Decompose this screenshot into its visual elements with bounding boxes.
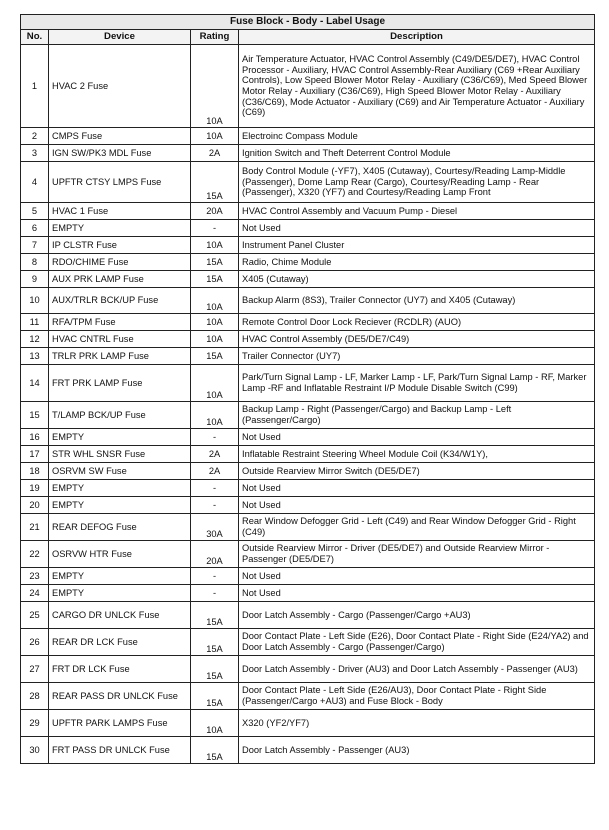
fuse-device-cell: EMPTY — [49, 480, 191, 497]
table-row — [21, 629, 595, 656]
fuse-device-cell: STR WHL SNSR Fuse — [49, 446, 191, 463]
fuse-description-cell: Not Used — [239, 568, 595, 585]
fuse-device-cell: FRT DR LCK Fuse — [49, 656, 191, 683]
fuse-number-cell: 23 — [21, 568, 49, 585]
header-rating: Rating — [191, 30, 239, 45]
fuse-device-cell: IGN SW/PK3 MDL Fuse — [49, 145, 191, 162]
fuse-number-cell: 6 — [21, 220, 49, 237]
fuse-number-cell: 28 — [21, 683, 49, 710]
table-row — [21, 480, 595, 497]
fuse-description-cell: Radio, Chime Module — [239, 254, 595, 271]
fuse-description-cell: Door Contact Plate - Left Side (E26/AU3), Door Contact Plate - Right Side (Passenger/Cargo +AU3) and Fuse Block - Body — [239, 683, 595, 710]
table-row — [21, 145, 595, 162]
table-row — [21, 541, 595, 568]
fuse-description-cell: Outside Rearview Mirror Switch (DE5/DE7) — [239, 463, 595, 480]
table-row — [21, 656, 595, 683]
fuse-device-cell: CARGO DR UNLCK Fuse — [49, 602, 191, 629]
fuse-device-cell: T/LAMP BCK/UP Fuse — [49, 402, 191, 429]
fuse-description-cell: Door Latch Assembly - Driver (AU3) and Door Latch Assembly - Passenger (AU3) — [239, 656, 595, 683]
fuse-number-cell: 16 — [21, 429, 49, 446]
table-row — [21, 365, 595, 402]
table-row — [21, 271, 595, 288]
fuse-description-cell: Body Control Module (-YF7), X405 (Cutaway), Courtesy/Reading Lamp-Middle (Passenger), Dome Lamp Rear (Cargo), Courtesy/Reading Lamp - Rear (Passenger), X320 (YF7) and Courtesy/Reading Lamp Front — [239, 162, 595, 203]
fuse-rating-cell: - — [191, 429, 239, 446]
fuse-number-cell: 13 — [21, 348, 49, 365]
fuse-number-cell: 10 — [21, 288, 49, 314]
fuse-rating-cell: 10A — [191, 288, 239, 314]
table-row — [21, 128, 595, 145]
fuse-number-cell: 2 — [21, 128, 49, 145]
fuse-rating-cell: 15A — [191, 629, 239, 656]
table-row — [21, 254, 595, 271]
table-row — [21, 331, 595, 348]
fuse-description-cell: Remote Control Door Lock Reciever (RCDLR) (AUO) — [239, 314, 595, 331]
fuse-rating-cell: 15A — [191, 602, 239, 629]
header-description: Description — [239, 30, 595, 45]
table-row — [21, 497, 595, 514]
fuse-description-cell: Door Latch Assembly - Cargo (Passenger/Cargo +AU3) — [239, 602, 595, 629]
fuse-description-cell: Rear Window Defogger Grid - Left (C49) and Rear Window Defogger Grid - Right (C49) — [239, 514, 595, 541]
fuse-usage-table — [20, 14, 595, 764]
fuse-number-cell: 22 — [21, 541, 49, 568]
fuse-device-cell: FRT PASS DR UNLCK Fuse — [49, 737, 191, 764]
fuse-description-cell: Not Used — [239, 497, 595, 514]
fuse-rating-cell: - — [191, 585, 239, 602]
fuse-description-cell: X320 (YF2/YF7) — [239, 710, 595, 737]
fuse-device-cell: REAR DEFOG Fuse — [49, 514, 191, 541]
table-row — [21, 402, 595, 429]
fuse-rating-cell: 10A — [191, 365, 239, 402]
fuse-rating-cell: 15A — [191, 656, 239, 683]
fuse-rating-cell: - — [191, 480, 239, 497]
fuse-description-cell: Ignition Switch and Theft Deterrent Control Module — [239, 145, 595, 162]
fuse-rating-cell: 10A — [191, 402, 239, 429]
fuse-device-cell: EMPTY — [49, 429, 191, 446]
fuse-device-cell: FRT PRK LAMP Fuse — [49, 365, 191, 402]
table-row — [21, 162, 595, 203]
fuse-device-cell: EMPTY — [49, 220, 191, 237]
fuse-device-cell: HVAC CNTRL Fuse — [49, 331, 191, 348]
table-row — [21, 314, 595, 331]
fuse-description-cell: Door Contact Plate - Left Side (E26), Door Contact Plate - Right Side (E24/YA2) and Door Latch Assembly - Cargo (Passenger/Cargo) — [239, 629, 595, 656]
fuse-rating-cell: 10A — [191, 331, 239, 348]
table-row — [21, 737, 595, 764]
fuse-rating-cell: 2A — [191, 463, 239, 480]
fuse-rating-cell: 20A — [191, 541, 239, 568]
table-row — [21, 710, 595, 737]
fuse-rating-cell: 15A — [191, 162, 239, 203]
fuse-device-cell: UPFTR PARK LAMPS Fuse — [49, 710, 191, 737]
table-row — [21, 602, 595, 629]
fuse-number-cell: 17 — [21, 446, 49, 463]
fuse-number-cell: 4 — [21, 162, 49, 203]
fuse-rating-cell: 10A — [191, 237, 239, 254]
table-row — [21, 220, 595, 237]
table-row — [21, 348, 595, 365]
fuse-number-cell: 27 — [21, 656, 49, 683]
fuse-number-cell: 29 — [21, 710, 49, 737]
table-row — [21, 237, 595, 254]
fuse-number-cell: 12 — [21, 331, 49, 348]
fuse-device-cell: AUX PRK LAMP Fuse — [49, 271, 191, 288]
fuse-description-cell: HVAC Control Assembly and Vacuum Pump - Diesel — [239, 203, 595, 220]
fuse-number-cell: 25 — [21, 602, 49, 629]
table-row — [21, 45, 595, 128]
fuse-table-body — [21, 45, 595, 764]
fuse-device-cell: REAR DR LCK Fuse — [49, 629, 191, 656]
fuse-description-cell: Air Temperature Actuator, HVAC Control Assembly (C49/DE5/DE7), HVAC Control Processor - Auxiliary, HVAC Control Assembly-Rear Auxiliary (C69 +Rear Auxiliary Controls), Low Speed Blower Motor Relay - Auxiliary (C36/C69), Med Speed Blower Motor Relay - Auxiliary (C36/C69), High Speed Blower Motor Relay - Auxiliary (C36/C69), Mode Actuator - Auxiliary (C69) and Air Temperature Actuator - Auxiliary (C69) — [239, 45, 595, 128]
fuse-device-cell: CMPS Fuse — [49, 128, 191, 145]
fuse-description-cell: Instrument Panel Cluster — [239, 237, 595, 254]
fuse-description-cell: Outside Rearview Mirror - Driver (DE5/DE7) and Outside Rearview Mirror - Passenger (DE5/DE7) — [239, 541, 595, 568]
table-row — [21, 683, 595, 710]
fuse-rating-cell: - — [191, 497, 239, 514]
fuse-number-cell: 7 — [21, 237, 49, 254]
fuse-rating-cell: - — [191, 220, 239, 237]
fuse-description-cell: Not Used — [239, 220, 595, 237]
fuse-device-cell: HVAC 2 Fuse — [49, 45, 191, 128]
fuse-number-cell: 3 — [21, 145, 49, 162]
fuse-description-cell: Park/Turn Signal Lamp - LF, Marker Lamp - LF, Park/Turn Signal Lamp - RF, Marker Lamp -RF and Inflatable Restraint I/P Module Disable Switch (C99) — [239, 365, 595, 402]
fuse-rating-cell: 15A — [191, 254, 239, 271]
fuse-rating-cell: 10A — [191, 128, 239, 145]
header-device: Device — [49, 30, 191, 45]
fuse-number-cell: 5 — [21, 203, 49, 220]
fuse-number-cell: 21 — [21, 514, 49, 541]
fuse-description-cell: Not Used — [239, 480, 595, 497]
fuse-number-cell: 19 — [21, 480, 49, 497]
fuse-rating-cell: 2A — [191, 446, 239, 463]
fuse-description-cell: Not Used — [239, 429, 595, 446]
fuse-device-cell: EMPTY — [49, 568, 191, 585]
fuse-number-cell: 1 — [21, 45, 49, 128]
fuse-number-cell: 14 — [21, 365, 49, 402]
fuse-number-cell: 24 — [21, 585, 49, 602]
header-no: No. — [21, 30, 49, 45]
fuse-description-cell: Door Latch Assembly - Passenger (AU3) — [239, 737, 595, 764]
fuse-description-cell: Backup Alarm (8S3), Trailer Connector (UY7) and X405 (Cutaway) — [239, 288, 595, 314]
fuse-device-cell: OSRVM SW Fuse — [49, 463, 191, 480]
table-row — [21, 288, 595, 314]
fuse-device-cell: EMPTY — [49, 497, 191, 514]
table-title: Fuse Block - Body - Label Usage — [21, 15, 595, 30]
fuse-table-sheet — [20, 14, 594, 764]
table-row — [21, 203, 595, 220]
fuse-device-cell: RFA/TPM Fuse — [49, 314, 191, 331]
fuse-device-cell: RDO/CHIME Fuse — [49, 254, 191, 271]
fuse-rating-cell: 15A — [191, 683, 239, 710]
table-row — [21, 446, 595, 463]
fuse-rating-cell: 15A — [191, 271, 239, 288]
fuse-number-cell: 18 — [21, 463, 49, 480]
fuse-description-cell: X405 (Cutaway) — [239, 271, 595, 288]
fuse-rating-cell: 10A — [191, 45, 239, 128]
fuse-device-cell: UPFTR CTSY LMPS Fuse — [49, 162, 191, 203]
fuse-number-cell: 11 — [21, 314, 49, 331]
table-row — [21, 585, 595, 602]
fuse-rating-cell: 15A — [191, 737, 239, 764]
fuse-rating-cell: - — [191, 568, 239, 585]
fuse-number-cell: 26 — [21, 629, 49, 656]
fuse-description-cell: Backup Lamp - Right (Passenger/Cargo) and Backup Lamp - Left (Passenger/Cargo) — [239, 402, 595, 429]
table-row — [21, 514, 595, 541]
fuse-device-cell: IP CLSTR Fuse — [49, 237, 191, 254]
fuse-device-cell: REAR PASS DR UNLCK Fuse — [49, 683, 191, 710]
fuse-number-cell: 30 — [21, 737, 49, 764]
fuse-description-cell: Inflatable Restraint Steering Wheel Module Coil (K34/W1Y), — [239, 446, 595, 463]
fuse-description-cell: HVAC Control Assembly (DE5/DE7/C49) — [239, 331, 595, 348]
fuse-device-cell: HVAC 1 Fuse — [49, 203, 191, 220]
fuse-device-cell: AUX/TRLR BCK/UP Fuse — [49, 288, 191, 314]
fuse-description-cell: Electroinc Compass Module — [239, 128, 595, 145]
fuse-rating-cell: 10A — [191, 710, 239, 737]
fuse-number-cell: 20 — [21, 497, 49, 514]
fuse-rating-cell: 2A — [191, 145, 239, 162]
fuse-rating-cell: 20A — [191, 203, 239, 220]
fuse-rating-cell: 30A — [191, 514, 239, 541]
fuse-number-cell: 15 — [21, 402, 49, 429]
fuse-device-cell: TRLR PRK LAMP Fuse — [49, 348, 191, 365]
fuse-number-cell: 8 — [21, 254, 49, 271]
fuse-number-cell: 9 — [21, 271, 49, 288]
fuse-rating-cell: 15A — [191, 348, 239, 365]
table-row — [21, 429, 595, 446]
fuse-device-cell: EMPTY — [49, 585, 191, 602]
table-row — [21, 463, 595, 480]
fuse-description-cell: Trailer Connector (UY7) — [239, 348, 595, 365]
table-row — [21, 568, 595, 585]
fuse-device-cell: OSRVW HTR Fuse — [49, 541, 191, 568]
fuse-rating-cell: 10A — [191, 314, 239, 331]
fuse-description-cell: Not Used — [239, 585, 595, 602]
